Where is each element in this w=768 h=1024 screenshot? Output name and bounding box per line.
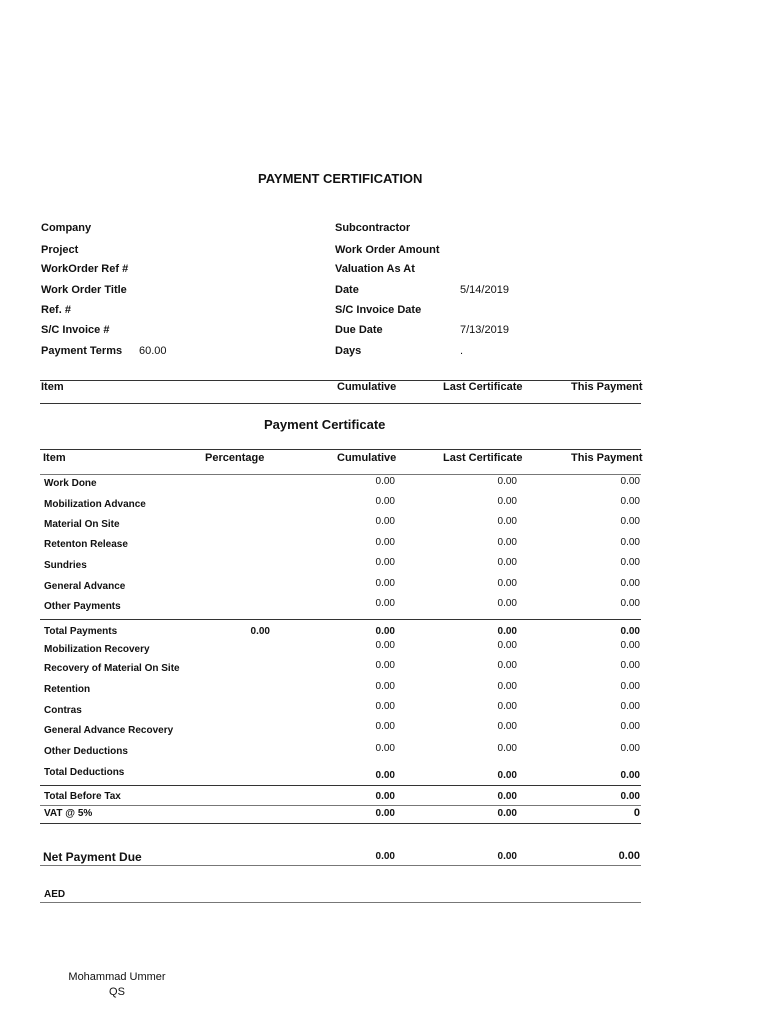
this-payment-cell: 0.00 [620,557,640,568]
net-payment-rule [40,865,641,866]
this-payment-cell: 0.00 [620,598,640,609]
last-certificate-cell: 0.00 [497,598,517,609]
row-label: Work Done [44,478,97,489]
this-payment-cell: 0.00 [620,743,640,754]
due-date-value: 7/13/2019 [460,324,509,336]
currency-label: AED [44,889,66,900]
date-value: 5/14/2019 [460,284,509,296]
this-payment-cell: 0.00 [620,791,640,802]
this-payment-cell: 0.00 [620,626,640,637]
last-certificate-cell: 0.00 [497,808,517,819]
total-payments-rule [40,619,641,620]
row-label: Mobilization Advance [44,499,146,510]
last-certificate-cell: 0.00 [497,640,517,651]
signatory-name: Mohammad Ummer [68,971,166,983]
last-certificate-cell: 0.00 [497,537,517,548]
this-payment-cell: 0.00 [620,516,640,527]
last-certificate-cell: 0.00 [497,516,517,527]
total-deductions-rule [40,785,641,786]
cumulative-cell: 0.00 [375,660,395,671]
table-item-header: Item [43,452,66,464]
last-certificate-cell: 0.00 [497,851,517,862]
row-label: Other Deductions [44,746,128,757]
currency-rule [40,902,641,903]
days-label: Days [335,345,362,357]
percentage-cell: 0.00 [250,626,270,637]
row-label: Total Deductions [44,767,125,778]
section-title: Payment Certificate [264,417,386,432]
last-certificate-cell: 0.00 [497,743,517,754]
this-payment-cell: 0.00 [620,721,640,732]
table-cumulative-header: Cumulative [337,452,397,464]
row-label: Total Before Tax [44,791,121,802]
cumulative-cell: 0.00 [375,640,395,651]
cumulative-cell: 0.00 [375,808,395,819]
work-order-title-label: Work Order Title [41,284,127,296]
cumulative-cell: 0.00 [375,701,395,712]
this-payment-cell: 0.00 [618,850,640,862]
row-label: Mobilization Recovery [44,644,150,655]
last-certificate-cell: 0.00 [497,660,517,671]
subcontractor-label: Subcontractor [335,222,411,234]
date-label: Date [335,284,359,296]
vat-rule [40,823,641,824]
row-label: General Advance Recovery [44,725,174,736]
project-label: Project [41,244,79,256]
cumulative-cell: 0.00 [375,721,395,732]
work-order-amount-label: Work Order Amount [335,244,440,256]
this-payment-cell: 0 [633,807,640,819]
cumulative-cell: 0.00 [375,598,395,609]
this-payment-cell: 0.00 [620,537,640,548]
page-title: PAYMENT CERTIFICATION [258,171,423,186]
row-label: Sundries [44,560,87,571]
cumulative-cell: 0.00 [375,851,395,862]
cumulative-cell: 0.00 [375,791,395,802]
days-value: . [460,345,464,357]
sc-invoice-label: S/C Invoice # [41,324,110,336]
due-date-label: Due Date [335,324,383,336]
row-label: VAT @ 5% [44,808,93,819]
summary-cumulative-header: Cumulative [337,381,397,393]
this-payment-cell: 0.00 [620,701,640,712]
table-header-top-rule [40,449,641,450]
payment-terms-value: 60.00 [139,345,167,357]
last-certificate-cell: 0.00 [497,791,517,802]
last-certificate-cell: 0.00 [497,578,517,589]
table-header-bottom-rule [40,474,641,475]
table-percentage-header: Percentage [205,452,265,464]
cumulative-cell: 0.00 [375,626,395,637]
ref-label: Ref. # [41,304,71,316]
row-label: Total Payments [44,626,118,637]
cumulative-cell: 0.00 [375,743,395,754]
cumulative-cell: 0.00 [375,578,395,589]
this-payment-cell: 0.00 [620,640,640,651]
this-payment-cell: 0.00 [620,578,640,589]
company-label: Company [41,222,92,234]
this-payment-cell: 0.00 [620,681,640,692]
last-certificate-cell: 0.00 [497,496,517,507]
cumulative-cell: 0.00 [375,476,395,487]
last-certificate-cell: 0.00 [497,476,517,487]
row-label: Net Payment Due [43,850,142,864]
total-before-tax-rule [40,805,641,806]
table-last-certificate-header: Last Certificate [443,452,523,464]
row-label: Contras [44,705,82,716]
signatory-role: QS [109,986,125,998]
this-payment-cell: 0.00 [620,660,640,671]
row-label: Material On Site [44,519,120,530]
cumulative-cell: 0.00 [375,537,395,548]
this-payment-cell: 0.00 [620,496,640,507]
summary-bottom-rule [40,403,641,404]
last-certificate-cell: 0.00 [497,770,517,781]
row-label: General Advance [44,581,126,592]
row-label: Retenton Release [44,539,128,550]
cumulative-cell: 0.00 [375,516,395,527]
table-this-payment-header: This Payment [571,452,643,464]
workorder-ref-label: WorkOrder Ref # [41,263,129,275]
last-certificate-cell: 0.00 [497,557,517,568]
last-certificate-cell: 0.00 [497,626,517,637]
this-payment-cell: 0.00 [620,770,640,781]
summary-this-payment-header: This Payment [571,381,643,393]
row-label: Retention [44,684,91,695]
summary-item-header: Item [41,381,64,393]
cumulative-cell: 0.00 [375,557,395,568]
summary-last-certificate-header: Last Certificate [443,381,523,393]
cumulative-cell: 0.00 [375,681,395,692]
cumulative-cell: 0.00 [375,496,395,507]
row-label: Other Payments [44,601,121,612]
cumulative-cell: 0.00 [375,770,395,781]
valuation-as-at-label: Valuation As At [335,263,415,275]
last-certificate-cell: 0.00 [497,681,517,692]
row-label: Recovery of Material On Site [44,663,180,674]
payment-terms-label: Payment Terms [41,345,123,357]
this-payment-cell: 0.00 [620,476,640,487]
sc-invoice-date-label: S/C Invoice Date [335,304,422,316]
last-certificate-cell: 0.00 [497,721,517,732]
last-certificate-cell: 0.00 [497,701,517,712]
